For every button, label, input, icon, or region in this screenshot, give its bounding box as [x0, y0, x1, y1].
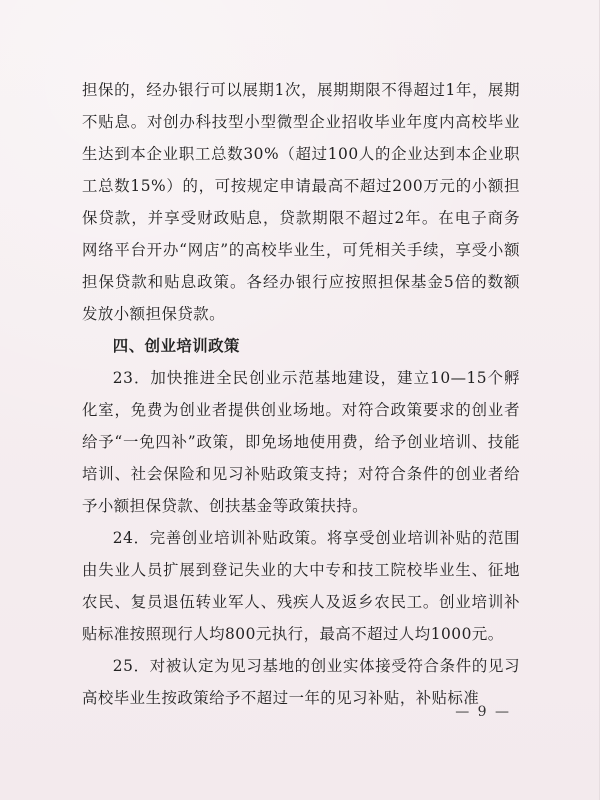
page-number: — 9 — — [455, 704, 511, 720]
paragraph-continuation: 担保的，经办银行可以展期1次，展期期限不得超过1年，展期不贴息。对创办科技型小型微型企业招收毕业年度内高校毕业生达到本企业职工总数30%（超过100人的企业达到本企业职工总数15%）的，可按规定申请最高不超过200万元的小额担保贷款，并享受财政贴息，贷款期限不超过2年。在电子商务网络平台开办“网店”的高校毕业生，可凭相关手续，享受小额担保贷款和贴息政策。各经办银行应按照担保基金5倍的数额发放小额担保贷款。 — [82, 81, 520, 323]
section-heading-entrepreneurship-training: 四、创业培训政策 — [112, 337, 240, 355]
paragraph-item-24: 24．完善创业培训补贴政策。将享受创业培训补贴的范围由失业人员扩展到登记失业的大中专和技工院校毕业生、征地农民、复员退伍转业军人、残疾人及返乡农民工。创业培训补贴标准按照现行人均800元执行，最高不超过人均1000元。 — [82, 529, 520, 643]
paragraph-item-23: 23．加快推进全民创业示范基地建设，建立10—15个孵化室，免费为创业者提供创业场地。对符合政策要求的创业者给予“一免四补”政策，即免场地使用费，给予创业培训、技能培训、社会保险和见习补贴政策支持；对符合条件的创业者给予小额担保贷款、创扶基金等政策扶持。 — [82, 369, 520, 515]
paragraph-item-25: 25．对被认定为见习基地的创业实体接受符合条件的见习高校毕业生按政策给予不超过一年的见习补贴，补贴标准 — [82, 657, 520, 707]
document-body — [82, 74, 520, 714]
